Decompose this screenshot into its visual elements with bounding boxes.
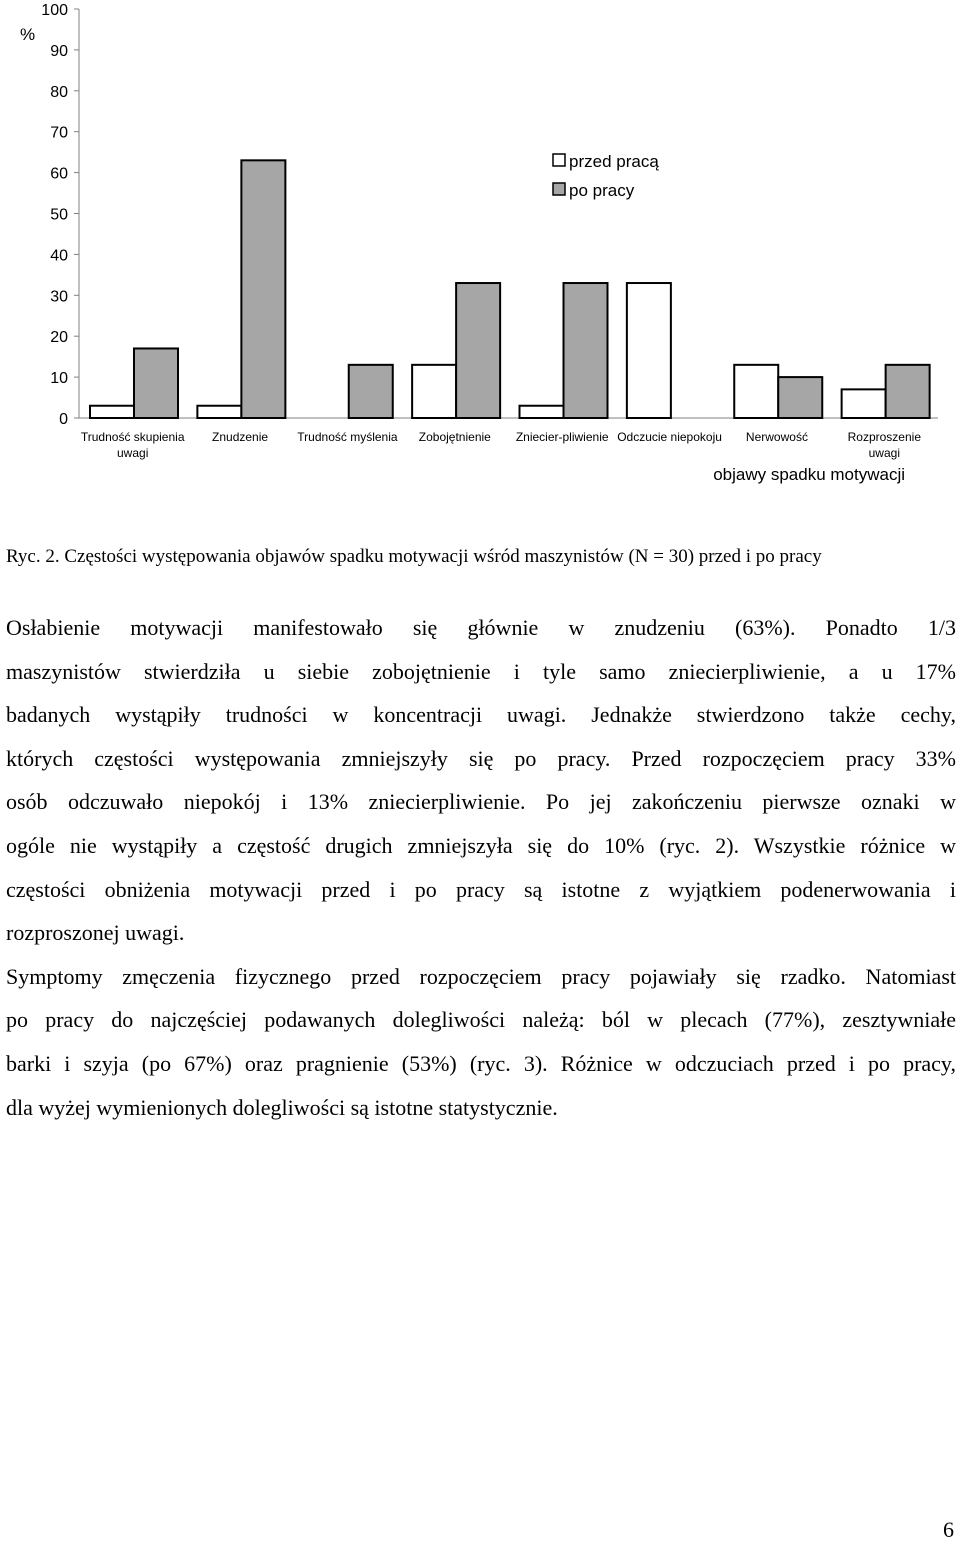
text-line: badanych wystąpiły trudności w koncentracji uwagi. Jednakże stwierdzono także cechy, bbox=[6, 702, 956, 728]
text-line: ogóle nie wystąpiły a częstość drugich zmniejszyła się do 10% (ryc. 2). Wszystkie różnice w bbox=[6, 832, 956, 858]
category-label: Zniecier-pliwienie bbox=[515, 430, 609, 444]
text-line: których częstości występowania zmniejszyły się po pracy. Przed rozpoczęciem pracy 33% bbox=[6, 745, 956, 771]
legend-swatch bbox=[553, 183, 565, 195]
y-axis-label: % bbox=[20, 25, 36, 44]
y-tick-label: 0 bbox=[59, 411, 68, 428]
bar-przed-6 bbox=[734, 365, 778, 418]
paragraph bbox=[6, 606, 956, 955]
y-tick-label: 10 bbox=[50, 370, 68, 388]
bar-przed-5 bbox=[627, 283, 671, 418]
y-tick-label: 100 bbox=[41, 2, 68, 19]
text-line: po pracy do najczęściej podawanych dolegliwości należą: ból w plecach (77%), zesztywniałe bbox=[6, 1007, 956, 1033]
y-tick-label: 50 bbox=[50, 206, 68, 224]
category-label: Trudność skupienia bbox=[80, 430, 185, 444]
category-label: uwagi bbox=[868, 446, 900, 460]
category-label: Zobojętnienie bbox=[418, 430, 491, 444]
category-label: Znudzenie bbox=[212, 430, 269, 444]
bar-chart bbox=[0, 0, 960, 500]
bar-po-0 bbox=[134, 348, 178, 418]
y-tick-label: 60 bbox=[50, 165, 68, 183]
y-tick-label: 40 bbox=[50, 247, 68, 265]
category-label: uwagi bbox=[117, 446, 149, 460]
bar-po-7 bbox=[886, 365, 930, 418]
bar-po-3 bbox=[456, 283, 500, 418]
bar-przed-3 bbox=[412, 365, 456, 418]
figure-caption: Ryc. 2. Częstości występowania objawów spadku motywacji wśród maszynistów (N = 30) przed i po pracy bbox=[6, 546, 822, 567]
bar-po-1 bbox=[241, 160, 285, 418]
text-line: dla wyżej wymienionych dolegliwości są istotne statystycznie. bbox=[6, 1094, 558, 1120]
y-tick-label: 70 bbox=[50, 124, 68, 142]
category-label: Odczucie niepokoju bbox=[617, 430, 722, 444]
bar-przed-7 bbox=[842, 389, 886, 418]
text-line: osób odczuwało niepokój i 13% zniecierpliwienie. Po jej zakończeniu pierwsze oznaki w bbox=[6, 789, 956, 815]
category-label: Rozproszenie bbox=[847, 430, 921, 444]
page-number: 6 bbox=[943, 1517, 954, 1542]
bar-przed-1 bbox=[197, 406, 241, 418]
bar-przed-0 bbox=[90, 406, 134, 418]
y-tick-label: 20 bbox=[50, 329, 68, 347]
text-line: częstości obniżenia motywacji przed i po pracy są istotne z wyjątkiem podenerwowania i bbox=[6, 876, 956, 902]
legend-label: przed pracą bbox=[569, 152, 659, 171]
text-line: barki i szyja (po 67%) oraz pragnienie (53%) (ryc. 3). Różnice w odczuciach przed i po pracy, bbox=[6, 1050, 956, 1076]
bar-po-6 bbox=[778, 377, 822, 418]
bar-przed-4 bbox=[520, 406, 564, 418]
text-line: Symptomy zmęczenia fizycznego przed rozpoczęciem pracy pojawiały się rzadko. Natomiast bbox=[6, 963, 956, 989]
text-line: Osłabienie motywacji manifestowało się głównie w znudzeniu (63%). Ponadto 1/3 bbox=[6, 615, 956, 640]
text-line: maszynistów stwierdziła u siebie zobojętnienie i tyle samo zniecierpliwienie, a u 17% bbox=[6, 658, 956, 684]
y-tick-label: 90 bbox=[50, 42, 68, 60]
category-label: Nerwowość bbox=[745, 430, 808, 444]
bar-po-2 bbox=[349, 365, 393, 418]
x-axis-label: objawy spadku motywacji bbox=[713, 465, 905, 484]
paragraph bbox=[6, 955, 956, 1129]
bar-po-4 bbox=[564, 283, 608, 418]
legend-swatch bbox=[553, 154, 565, 166]
legend-label: po pracy bbox=[569, 181, 635, 200]
y-tick-label: 30 bbox=[50, 288, 68, 306]
category-label: Trudność myślenia bbox=[297, 430, 398, 444]
text-line: rozproszonej uwagi. bbox=[6, 920, 185, 946]
body-text bbox=[6, 606, 956, 1129]
y-tick-label: 80 bbox=[50, 83, 68, 101]
